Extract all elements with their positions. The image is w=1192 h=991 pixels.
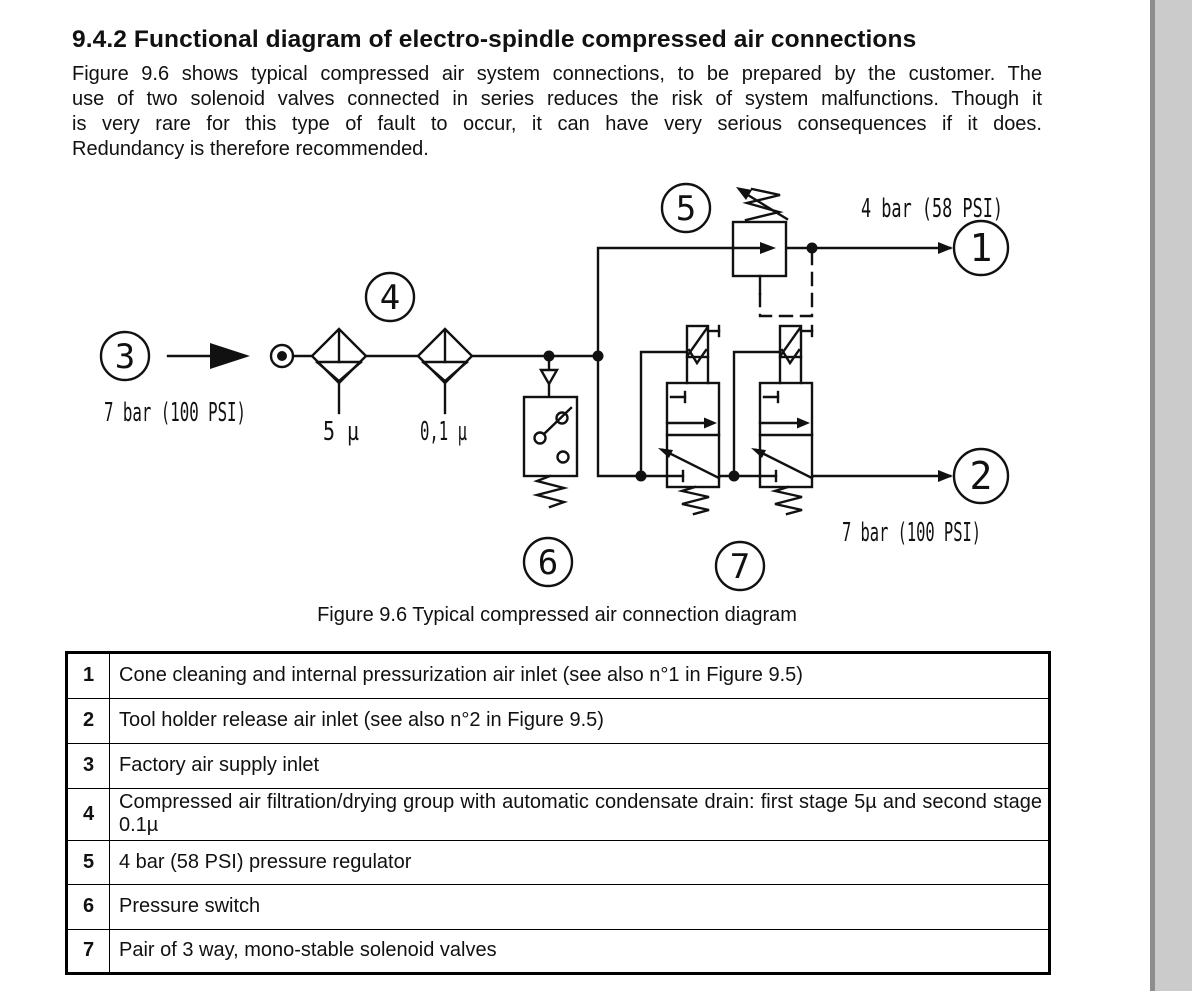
section-heading: 9.4.2 Functional diagram of electro-spindle compressed air connections	[72, 26, 917, 53]
page-edge-strip	[1150, 0, 1192, 991]
table-row	[67, 743, 1049, 788]
row-number: 6	[67, 884, 110, 929]
paragraph-line: Redundancy is therefore recommended.	[72, 138, 429, 160]
callout-3-number: 3	[114, 337, 136, 377]
factory-inlet-callout	[101, 332, 149, 380]
table-row	[67, 653, 1049, 698]
row-number: 4	[67, 788, 110, 840]
row-number: 2	[67, 698, 110, 743]
table-row	[67, 884, 1049, 929]
figure-caption: Figure 9.6 Typical compressed air connection diagram	[317, 604, 797, 626]
row-description: Pressure switch	[110, 884, 1050, 929]
filter-group-callout	[366, 273, 414, 321]
callout-6-number: 6	[537, 543, 559, 583]
solenoid-valve-2-icon	[734, 326, 812, 514]
row-description: Compressed air filtration/drying group with automatic condensate drain: first stage 5µ and second stage 0.1µ	[110, 788, 1050, 840]
outlet-1-callout	[938, 221, 1008, 275]
paragraph-line: use of two solenoid valves connected in series reduces the risk of system malfunctions. Though it	[72, 88, 1042, 110]
row-description: Tool holder release air inlet (see also n°2 in Figure 9.5)	[110, 698, 1050, 743]
row-description: Cone cleaning and internal pressurization air inlet (see also n°1 in Figure 9.5)	[110, 653, 1050, 698]
inlet-flow-arrow-icon	[168, 343, 250, 369]
row-number: 7	[67, 929, 110, 973]
label-inlet-pressure: 7 bar (100 PSI)	[104, 398, 246, 428]
filter-5-micron-icon	[312, 329, 366, 413]
table-row	[67, 698, 1049, 743]
legend-table	[66, 652, 1050, 974]
row-description: Factory air supply inlet	[110, 743, 1050, 788]
callout-1-number: 1	[969, 226, 993, 270]
row-number: 1	[67, 653, 110, 698]
regulator-callout	[662, 184, 710, 232]
table-row	[67, 840, 1049, 884]
row-number: 3	[67, 743, 110, 788]
table-row	[67, 788, 1049, 840]
valves-callout	[716, 542, 764, 590]
filter-01-micron-icon	[418, 329, 472, 413]
callout-7-number: 7	[729, 547, 751, 587]
table-row	[67, 929, 1049, 973]
row-description: 4 bar (58 PSI) pressure regulator	[110, 840, 1050, 884]
inlet-connector-icon	[271, 345, 293, 367]
pressure-regulator-icon	[733, 187, 812, 316]
paragraph-line: is very rare for this type of fault to occur, it can have very serious consequences if it does.	[72, 113, 1042, 135]
callout-2-number: 2	[969, 454, 993, 498]
callout-4-number: 4	[379, 278, 401, 318]
paragraph-line: Figure 9.6 shows typical compressed air system connections, to be prepared by the customer. The	[72, 63, 1042, 85]
callout-5-number: 5	[675, 189, 697, 229]
solenoid-valve-1-icon	[641, 326, 719, 514]
outlet-2-callout	[938, 449, 1008, 503]
label-filter-stage-2: 0,1 µ	[420, 417, 467, 447]
row-description: Pair of 3 way, mono-stable solenoid valves	[110, 929, 1050, 973]
pressure-switch-icon	[524, 356, 577, 507]
label-regulated-pressure: 4 bar (58 PSI)	[861, 194, 1003, 224]
row-number: 5	[67, 840, 110, 884]
label-outlet-pressure: 7 bar (100 PSI)	[842, 518, 981, 548]
label-filter-stage-1: 5 µ	[323, 417, 359, 447]
pressure-switch-callout	[524, 538, 572, 586]
